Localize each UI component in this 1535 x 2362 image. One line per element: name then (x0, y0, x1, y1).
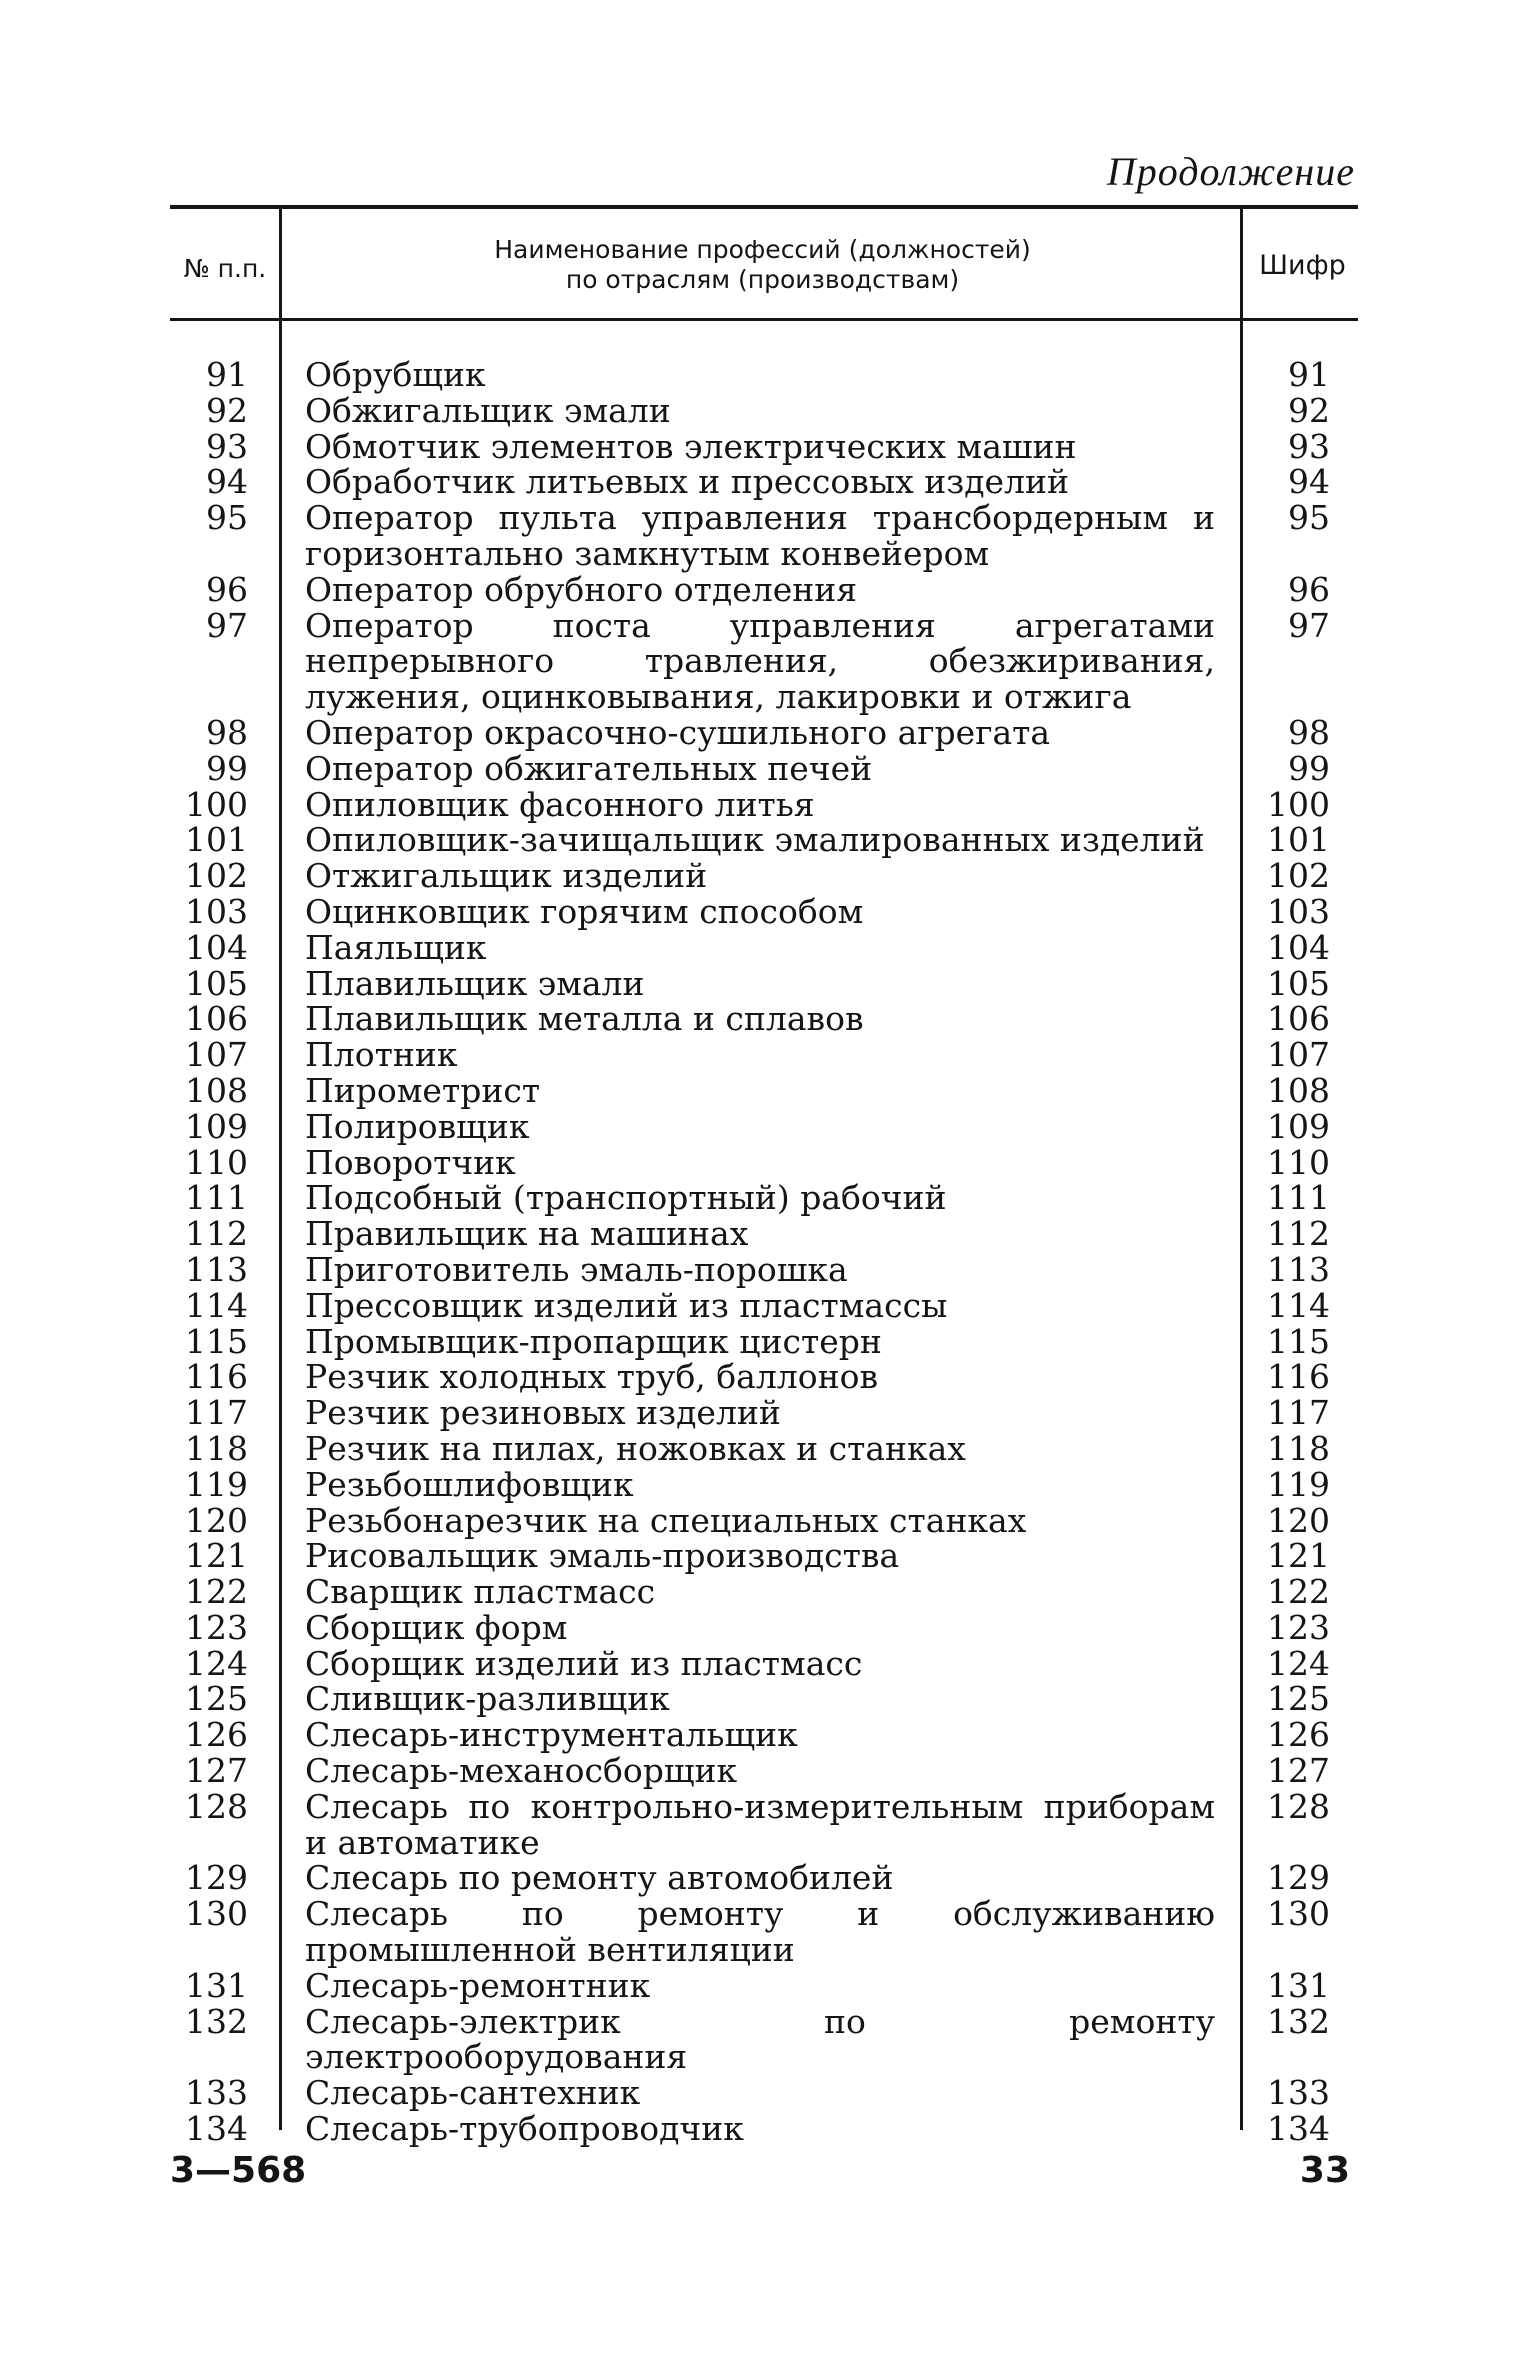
table-row (0, 1180, 1535, 1216)
profession-code: 114 (1267, 1285, 1330, 1325)
row-number: 123 (185, 1607, 248, 1647)
profession-name: Правильщик на машинах (305, 1214, 749, 1254)
row-number: 132 (185, 2001, 248, 2041)
table-row (0, 1464, 1535, 1504)
profession-code: 97 (1288, 605, 1330, 645)
profession-code: 129 (1267, 1858, 1330, 1898)
profession-code: 124 (1267, 1643, 1330, 1683)
row-number: 91 (206, 355, 248, 394)
table-row (0, 784, 1535, 824)
row-number: 103 (185, 891, 248, 931)
row-number: 92 (206, 390, 248, 430)
profession-code: 117 (1267, 1393, 1330, 1433)
table-row (0, 500, 1535, 572)
profession-name: Слесарь-сантехник (305, 2073, 641, 2113)
row-number: 120 (185, 1500, 248, 1540)
profession-code: 132 (1267, 2001, 1330, 2041)
profession-name: Отжигальщик изделий (305, 856, 708, 896)
row-number: 111 (185, 1178, 248, 1218)
table-row (0, 1965, 1535, 2005)
table-row (0, 1860, 1535, 1896)
table-row (0, 357, 1535, 393)
table-row (0, 2075, 1535, 2111)
table-row (0, 1574, 1535, 1610)
row-number: 130 (185, 1894, 248, 1934)
profession-name: Слесарь по ремонту автомобилей (305, 1858, 894, 1898)
header-number: № п.п. (183, 254, 267, 283)
profession-name: Слесарь-электрик по ремонту электрооборудования (305, 2001, 1215, 2077)
profession-name: Рисовальщик эмаль-производства (305, 1536, 900, 1576)
profession-code: 122 (1267, 1572, 1330, 1612)
row-number: 101 (185, 820, 248, 860)
table-row (0, 1285, 1535, 1325)
profession-name: Слесарь-трубопроводчик (305, 2109, 744, 2149)
profession-name: Слесарь по контрольно-измерительным приборам и автоматике (305, 1786, 1215, 1862)
profession-code: 98 (1288, 712, 1330, 752)
table-row (0, 2111, 1535, 2147)
header-bottom-rule (170, 318, 1358, 321)
table-row (0, 1538, 1535, 1574)
profession-code: 127 (1267, 1751, 1330, 1791)
profession-code: 93 (1288, 426, 1330, 466)
table-row (0, 1607, 1535, 1647)
row-number: 131 (185, 1965, 248, 2005)
row-number: 114 (185, 1285, 248, 1325)
row-number: 124 (185, 1643, 248, 1683)
profession-name: Слесарь-механосборщик (305, 1751, 738, 1791)
row-number: 98 (206, 712, 248, 752)
page-signature: 3—568 (170, 2150, 307, 2191)
profession-code: 131 (1267, 1965, 1330, 2005)
row-number: 102 (185, 856, 248, 896)
header-code: Шифр (1259, 250, 1346, 281)
profession-name: Паяльщик (305, 927, 487, 967)
table-row (0, 1216, 1535, 1252)
profession-name: Оператор обжигательных печей (305, 748, 873, 788)
row-number: 107 (185, 1035, 248, 1075)
profession-code: 128 (1267, 1786, 1330, 1826)
profession-name: Оператор поста управления агрегатами непрерывного травления, обезжиривания, лужения, оцинковывания, лакировки и отжига (305, 605, 1215, 717)
profession-name: Сборщик изделий из пластмасс (305, 1643, 863, 1683)
profession-code: 101 (1267, 820, 1330, 860)
profession-name: Обмотчик элементов электрических машин (305, 426, 1077, 466)
profession-name: Оператор окрасочно-сушильного агрегата (305, 712, 1051, 752)
row-number: 110 (185, 1142, 248, 1182)
row-number: 128 (185, 1786, 248, 1826)
profession-name: Полировщик (305, 1106, 530, 1146)
profession-code: 108 (1267, 1070, 1330, 1110)
profession-code: 100 (1267, 784, 1330, 824)
profession-name: Сливщик-разливщик (305, 1679, 670, 1719)
profession-code: 96 (1288, 569, 1330, 609)
profession-name: Слесарь-инструментальщик (305, 1715, 798, 1755)
table-row (0, 1786, 1535, 1862)
table-row (0, 891, 1535, 931)
row-number: 104 (185, 927, 248, 967)
profession-code: 105 (1267, 963, 1330, 1003)
profession-name: Резчик резиновых изделий (305, 1393, 781, 1433)
profession-name: Прессовщик изделий из пластмассы (305, 1285, 948, 1325)
profession-name: Опиловщик-зачищальщик эмалированных изделий (305, 820, 1205, 860)
profession-name: Резчик холодных труб, баллонов (305, 1357, 879, 1397)
table-row (0, 1681, 1535, 1717)
profession-code: 126 (1267, 1715, 1330, 1755)
profession-name: Пирометрист (305, 1070, 541, 1110)
profession-name: Обжигальщик эмали (305, 390, 671, 430)
row-number: 95 (206, 498, 248, 538)
table-row (0, 2001, 1535, 2077)
table-row (0, 1142, 1535, 1182)
row-number: 113 (185, 1249, 248, 1289)
table-row (0, 1321, 1535, 1361)
row-number: 129 (185, 1858, 248, 1898)
profession-name: Оператор обрубного отделения (305, 569, 858, 609)
profession-name: Плавильщик эмали (305, 963, 645, 1003)
row-number: 108 (185, 1070, 248, 1110)
table-row (0, 1896, 1535, 1968)
profession-code: 121 (1267, 1536, 1330, 1576)
table-row (0, 1500, 1535, 1540)
profession-code: 111 (1267, 1178, 1330, 1218)
table-row (0, 1643, 1535, 1683)
profession-name: Обрубщик (305, 355, 486, 394)
table-row (0, 605, 1535, 717)
profession-name: Оператор пульта управления трансбордерным и горизонтально замкнутым конвейером (305, 498, 1215, 573)
row-number: 125 (185, 1679, 248, 1719)
profession-code: 102 (1267, 856, 1330, 896)
profession-code: 133 (1267, 2073, 1330, 2113)
profession-name: Обработчик литьевых и прессовых изделий (305, 462, 1069, 502)
profession-name: Резчик на пилах, ножовках и станках (305, 1428, 966, 1468)
profession-code: 109 (1267, 1106, 1330, 1146)
row-number: 96 (206, 569, 248, 609)
table-row (0, 569, 1535, 609)
table-row (0, 1070, 1535, 1110)
row-number: 109 (185, 1106, 248, 1146)
header-name-line2: по отраслям (производствам) (565, 265, 960, 294)
continuation-label: Продолжение (1106, 149, 1355, 194)
profession-code: 115 (1267, 1321, 1330, 1361)
table-body (0, 357, 1535, 2147)
page-number: 33 (1299, 2150, 1350, 2191)
table-row (0, 1037, 1535, 1073)
profession-code: 92 (1288, 390, 1330, 430)
table-row (0, 1249, 1535, 1289)
profession-code: 103 (1267, 891, 1330, 931)
profession-code: 134 (1267, 2109, 1330, 2149)
table-row (0, 963, 1535, 1003)
row-number: 118 (185, 1428, 248, 1468)
profession-name: Слесарь-ремонтник (305, 1965, 651, 2005)
header-name-line1: Наименование профессий (должностей) (494, 235, 1031, 264)
table-top-rule (170, 205, 1358, 209)
profession-code: 107 (1267, 1035, 1330, 1075)
row-number: 133 (185, 2073, 248, 2113)
row-number: 112 (185, 1214, 248, 1254)
profession-name: Плавильщик металла и сплавов (305, 999, 864, 1039)
profession-name: Сборщик форм (305, 1607, 568, 1647)
table-row (0, 464, 1535, 500)
profession-code: 95 (1288, 498, 1330, 538)
table-row (0, 1359, 1535, 1395)
table-row (0, 426, 1535, 466)
row-number: 100 (185, 784, 248, 824)
profession-code: 130 (1267, 1894, 1330, 1934)
table-row (0, 1395, 1535, 1431)
profession-name: Плотник (305, 1035, 458, 1075)
row-number: 97 (206, 605, 248, 645)
row-number: 122 (185, 1572, 248, 1612)
row-number: 121 (185, 1536, 248, 1576)
row-number: 126 (185, 1715, 248, 1755)
profession-code: 125 (1267, 1679, 1330, 1719)
profession-code: 120 (1267, 1500, 1330, 1540)
table-row (0, 858, 1535, 894)
profession-code: 106 (1267, 999, 1330, 1039)
profession-code: 104 (1267, 927, 1330, 967)
table-row (0, 390, 1535, 430)
profession-name: Слесарь по ремонту и обслуживанию промышленной вентиляции (305, 1894, 1215, 1970)
profession-name: Сварщик пластмасс (305, 1572, 656, 1612)
profession-code: 112 (1267, 1214, 1330, 1254)
table-row (0, 1001, 1535, 1037)
profession-name: Оцинковщик горячим способом (305, 891, 864, 931)
row-number: 93 (206, 426, 248, 466)
row-number: 94 (206, 462, 248, 502)
row-number: 119 (185, 1464, 248, 1504)
table-row (0, 1717, 1535, 1753)
row-number: 105 (185, 963, 248, 1003)
profession-name: Резьбошлифовщик (305, 1464, 634, 1504)
row-number: 99 (206, 748, 248, 788)
profession-code: 118 (1267, 1428, 1330, 1468)
table-row (0, 927, 1535, 967)
profession-code: 116 (1267, 1357, 1330, 1397)
profession-name: Промывщик-пропарщик цистерн (305, 1321, 882, 1361)
row-number: 115 (185, 1321, 248, 1361)
profession-code: 99 (1288, 748, 1330, 788)
profession-name: Подсобный (транспортный) рабочий (305, 1178, 947, 1218)
profession-name: Резьбонарезчик на специальных станках (305, 1500, 1027, 1540)
profession-name: Поворотчик (305, 1142, 516, 1182)
profession-code: 94 (1288, 462, 1330, 502)
profession-code: 113 (1267, 1249, 1330, 1289)
table-row (0, 1106, 1535, 1146)
row-number: 127 (185, 1751, 248, 1791)
table-row (0, 1753, 1535, 1789)
row-number: 117 (185, 1393, 248, 1433)
profession-code: 91 (1288, 355, 1330, 394)
profession-code: 119 (1267, 1464, 1330, 1504)
profession-code: 110 (1267, 1142, 1330, 1182)
row-number: 116 (185, 1357, 248, 1397)
table-row (0, 1428, 1535, 1468)
profession-name: Приготовитель эмаль-порошка (305, 1249, 848, 1289)
profession-name: Опиловщик фасонного литья (305, 784, 815, 824)
row-number: 106 (185, 999, 248, 1039)
row-number: 134 (185, 2109, 248, 2149)
table-row (0, 748, 1535, 788)
table-row (0, 822, 1535, 858)
header-profession-name (285, 235, 1240, 295)
profession-code: 123 (1267, 1607, 1330, 1647)
table-row (0, 712, 1535, 752)
